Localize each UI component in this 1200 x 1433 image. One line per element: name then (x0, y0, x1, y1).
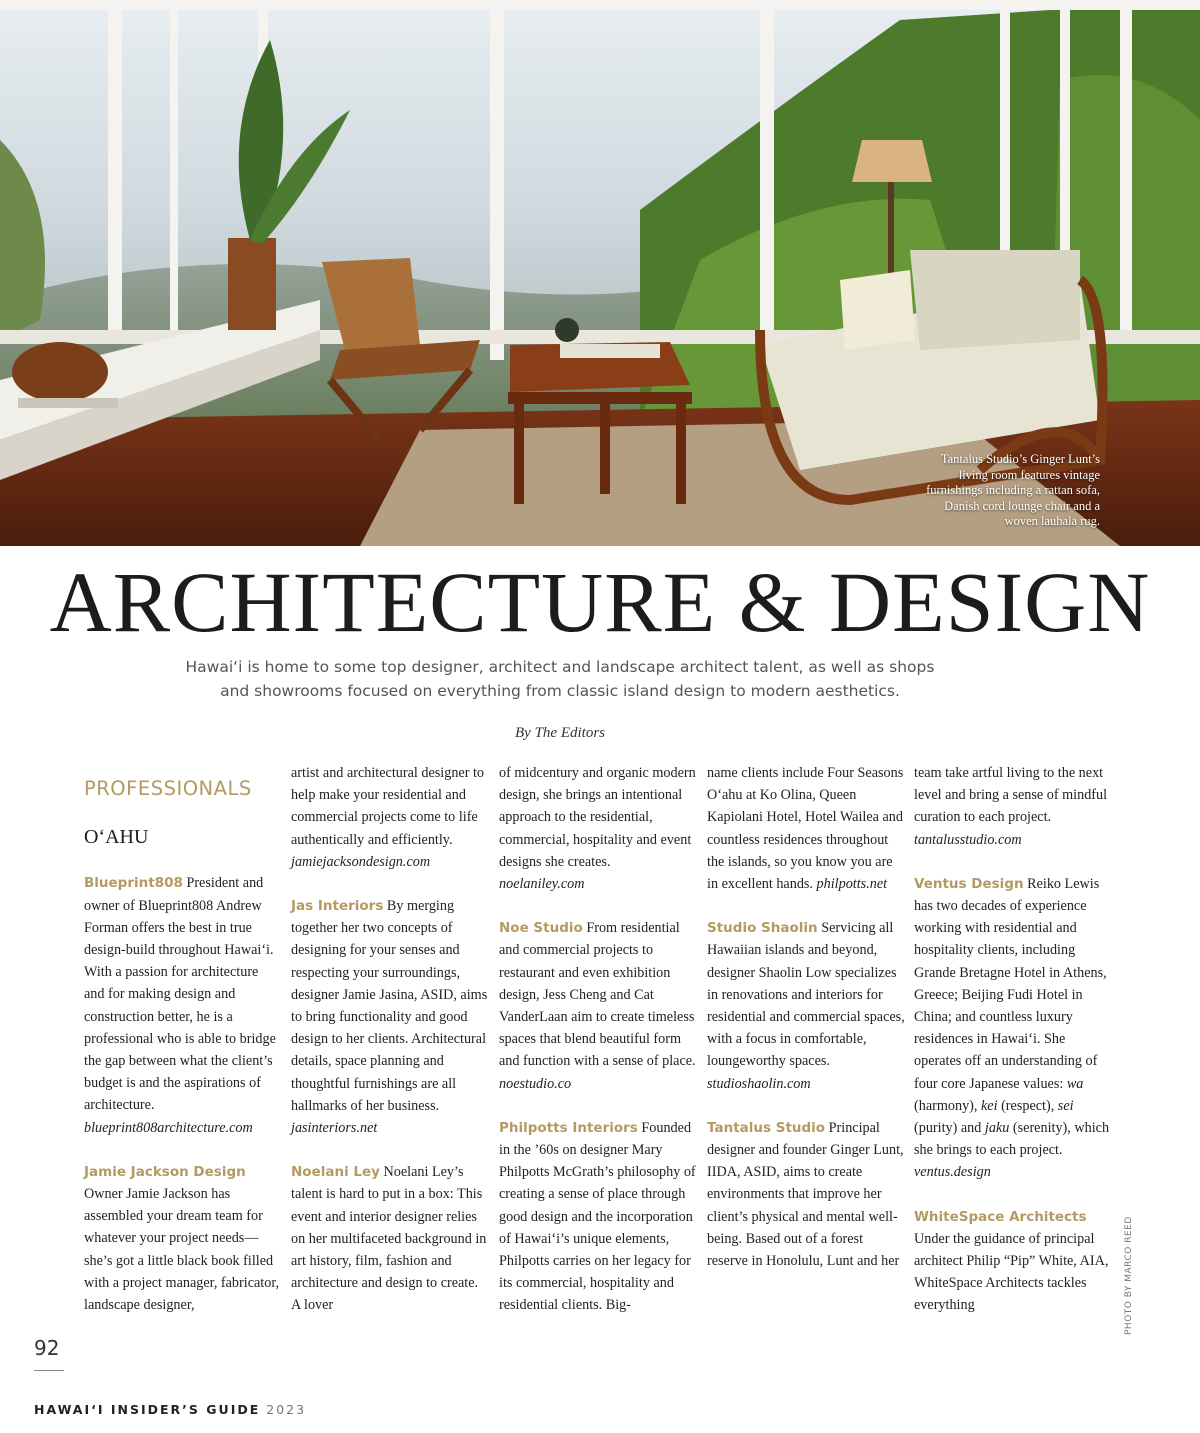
listing-text: (serenity), which she brings to each project. (914, 1120, 1110, 1159)
japanese-term: kei (980, 1097, 998, 1114)
listing-name: Blueprint808 (84, 875, 183, 892)
photo-credit: PHOTO BY MARCO REED (1124, 1216, 1134, 1335)
listing-continued (291, 762, 489, 873)
listing-name: Philpotts Interiors (499, 1119, 638, 1136)
listing-url[interactable]: philpotts.net (816, 876, 888, 893)
listing-url[interactable]: jasinteriors.net (291, 1120, 378, 1137)
listing-text: artist and architectural designer to help make your residential and commercial projects come to life authentically and efficiently. (291, 765, 485, 848)
publication-year: 2023 (266, 1402, 307, 1417)
listing-text: Principal designer and founder Ginger Lunt, IIDA, ASID, aims to create environments that improve her client’s physical and mental well-being. Based out of a forest reserve in Honolulu, Lunt and her (707, 1119, 904, 1270)
photo-caption: Tantalus Studio’s Ginger Lunt’s living room features vintage furnishings including a rattan sofa, Danish cord lounge chair and a woven lauhala rug. (926, 452, 1100, 528)
listing-url[interactable]: tantalusstudio.com (914, 831, 1022, 848)
byline: By The Editors (515, 725, 605, 741)
japanese-term: wa (1066, 1075, 1084, 1092)
listing-text: (harmony), (914, 1097, 981, 1114)
listing-text: (purity) and (914, 1120, 985, 1137)
listing-continued (499, 762, 697, 895)
listing-name: WhiteSpace Architects (914, 1208, 1087, 1225)
listing-url[interactable]: jamiejacksondesign.com (291, 853, 431, 870)
japanese-term: sei (1057, 1097, 1074, 1114)
column-3 (499, 762, 697, 1339)
listing-text: Founded in the ’60s on designer Mary Philpotts McGrath’s philosophy of creating a sense of place through good design and the incorporation of Hawai‘i’s unique elements, Philpotts carries on her legacy for its commercial, hospitality and residential clients. Big- (499, 1119, 696, 1314)
column-2 (291, 762, 489, 1339)
section-heading: PROFESSIONALS (84, 777, 252, 800)
listing-philpotts-interiors (499, 1117, 697, 1317)
listing-continued (707, 762, 905, 895)
listing-url[interactable]: blueprint808architecture.com (84, 1119, 253, 1136)
listing-text: Under the guidance of principal architect Philip “Pip” White, AIA, WhiteSpace Architects tackles everything (914, 1230, 1109, 1314)
page-title: ARCHITECTURE & DESIGN (49, 554, 1151, 650)
column-1 (84, 762, 282, 1338)
listing-blueprint808 (84, 872, 282, 1138)
listing-name: Noelani Ley (291, 1164, 380, 1181)
listing-url[interactable]: noestudio.co (499, 1075, 572, 1092)
listing-noe-studio (499, 917, 697, 1095)
listing-name: Jamie Jackson Design (84, 1163, 246, 1180)
listing-text: By merging together her two concepts of designing for your senses and respecting your surroundings, designer Jamie Jasina, ASID, aims to bring functionality and good design to her clients. Architectural details, space planning and thoughtful furnishings are all hallmarks of her business. (291, 898, 488, 1114)
listing-text: of midcentury and organic modern design, she brings an intentional approach to the residential, commercial, hospitality and event designs she creates. (499, 765, 696, 870)
region-heading: O‘AHU (84, 826, 149, 849)
footer (34, 1402, 306, 1417)
listing-text: Owner Jamie Jackson has assembled your dream team for whatever your project needs—she’s got a little black book filled with a project manager, fabricator, landscape designer, (84, 1186, 280, 1314)
listing-text: (respect), (997, 1097, 1058, 1114)
page-number: 92 (34, 1336, 60, 1360)
listing-name: Ventus Design (914, 875, 1024, 892)
listing-name: Jas Interiors (291, 898, 384, 915)
listing-text: President and owner of Blueprint808 Andrew Forman offers the best in true design-build throughout Hawai‘i. With a passion for architecture and for making design and construction better, he is a professional who is able to bridge the gap between what the client’s budget is and the aspirations of architecture. (84, 875, 276, 1114)
listing-url[interactable]: studioshaolin.com (707, 1075, 811, 1092)
listing-text: name clients include Four Seasons O‘ahu at Ko Olina, Queen Kapiolani Hotel, Hotel Wailea and countless residences throughout the islands, so you know you are in excellent hands. (707, 765, 904, 893)
listing-studio-shaolin (707, 917, 905, 1095)
listing-tantalus-studio (707, 1117, 905, 1272)
listing-ventus-design (914, 873, 1112, 1184)
listing-text: Servicing all Hawaiian islands and beyond, designer Shaolin Low specializes in renovations and interiors for residential and commercial spaces, with a focus in comfortable, loungeworthy spaces. (707, 920, 905, 1070)
footer-rule (34, 1370, 64, 1371)
column-4 (707, 762, 905, 1294)
listing-url[interactable]: noelaniley.com (499, 876, 585, 893)
listing-name: Noe Studio (499, 920, 583, 937)
listing-jamie-jackson-design (84, 1161, 282, 1316)
column-5 (914, 762, 1112, 1339)
listing-name: Studio Shaolin (707, 920, 818, 937)
publication-name: HAWAI‘I INSIDER’S GUIDE (34, 1402, 261, 1417)
listing-text: Reiko Lewis has two decades of experience working with residential and hospitality clients, including Grande Bretagne Hotel in Athens, Greece; Beijing Fudi Hotel in China; and countless luxury residences in Hawai‘i. She operates off an understanding of four core Japanese values: (914, 875, 1107, 1092)
intro-deck: Hawai‘i is home to some top designer, architect and landscape architect talent, as well as shops and showrooms focused on everything from classic island design to modern aesthetics. (185, 658, 935, 700)
listing-noelani-ley (291, 1161, 489, 1316)
listing-text: Noelani Ley’s talent is hard to put in a box: This event and interior designer relies on her multifaceted background in art history, film, fashion and architecture and design to create. A lover (291, 1164, 487, 1314)
hero-photo (0, 0, 1200, 546)
listing-continued (914, 762, 1112, 851)
listing-jas-interiors (291, 895, 489, 1139)
japanese-term: jaku (984, 1120, 1010, 1137)
listing-url[interactable]: ventus.design (914, 1164, 991, 1181)
listing-text: team take artful living to the next level and bring a sense of mindful curation to each project. (914, 765, 1108, 826)
listing-whitespace-architects (914, 1206, 1112, 1317)
listing-name: Tantalus Studio (707, 1119, 826, 1136)
listing-text: From residential and commercial projects to restaurant and even exhibition design, Jess Cheng and Cat VanderLaan aim to create timeless spaces that blend beautiful form and function with a sense of place. (499, 920, 696, 1070)
